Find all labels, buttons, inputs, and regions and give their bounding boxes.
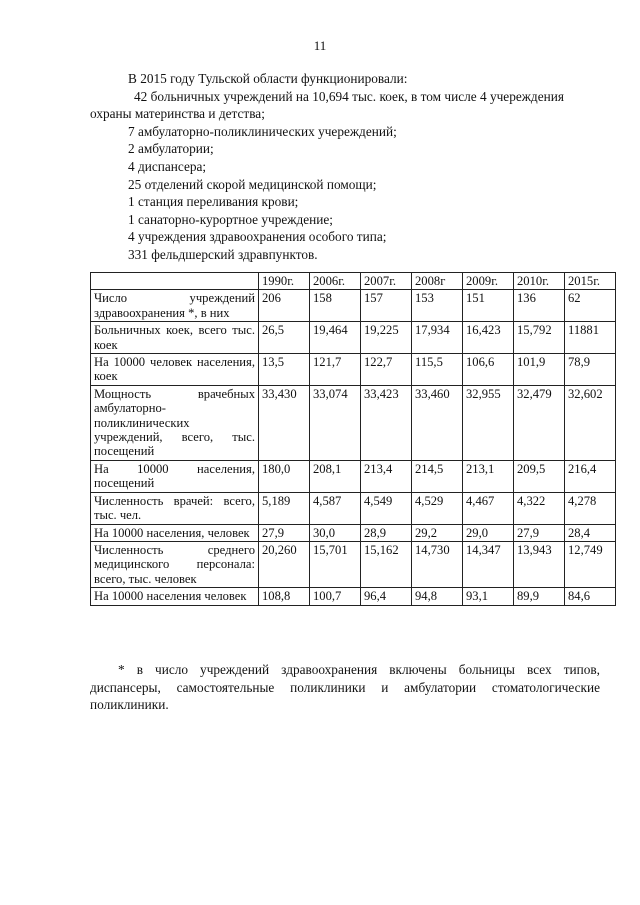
table-cell: 158 (310, 290, 361, 322)
healthcare-statistics-table (90, 272, 616, 606)
table-row (91, 290, 616, 322)
table-cell: 216,4 (565, 460, 616, 492)
table-cell: 136 (514, 290, 565, 322)
table-cell: 108,8 (259, 588, 310, 605)
table-cell: 4,278 (565, 492, 616, 524)
table-cell: 5,189 (259, 492, 310, 524)
year-header: 2010г. (514, 273, 565, 290)
intro-line: 42 больничных учреждений на 10,694 тыс. коек, в том числе 4 учереждения (134, 88, 564, 104)
table-cell: 15,792 (514, 322, 565, 354)
table-cell: 4,549 (361, 492, 412, 524)
row-label: Численность врачей: всего, тыс. чел. (91, 492, 259, 524)
year-header: 2009г. (463, 273, 514, 290)
table-cell: 33,430 (259, 385, 310, 460)
year-header: 2006г. (310, 273, 361, 290)
table-cell: 89,9 (514, 588, 565, 605)
table-cell: 93,1 (463, 588, 514, 605)
row-label: На 10000 населения человек (91, 588, 259, 605)
intro-heading: В 2015 году Тульской области функционировали: (128, 71, 408, 86)
intro-line: 7 амбулаторно-поликлинических учереждений; (128, 123, 397, 139)
table-cell: 13,943 (514, 541, 565, 587)
table-cell: 115,5 (412, 354, 463, 386)
table-cell: 84,6 (565, 588, 616, 605)
table-cell: 32,955 (463, 385, 514, 460)
intro-line: охраны материнства и детства; (90, 106, 265, 122)
table-cell: 151 (463, 290, 514, 322)
table-cell: 106,6 (463, 354, 514, 386)
table-cell: 28,4 (565, 524, 616, 541)
table-cell: 13,5 (259, 354, 310, 386)
table-cell: 20,260 (259, 541, 310, 587)
table-cell: 96,4 (361, 588, 412, 605)
table-cell: 4,529 (412, 492, 463, 524)
intro-line: 1 санаторно-курортное учреждение; (128, 211, 333, 227)
intro-line: 4 диспансера; (128, 158, 207, 174)
year-header: 2015г. (565, 273, 616, 290)
year-header: 2008г (412, 273, 463, 290)
table-cell: 32,602 (565, 385, 616, 460)
table-cell: 213,4 (361, 460, 412, 492)
table-cell: 19,464 (310, 322, 361, 354)
table-cell: 30,0 (310, 524, 361, 541)
table-cell: 208,1 (310, 460, 361, 492)
table-cell: 122,7 (361, 354, 412, 386)
table-cell: 180,0 (259, 460, 310, 492)
table-cell: 101,9 (514, 354, 565, 386)
table-row (91, 354, 616, 386)
table-cell: 29,2 (412, 524, 463, 541)
table-row (91, 492, 616, 524)
table-cell: 33,460 (412, 385, 463, 460)
table-row (91, 524, 616, 541)
intro-line: 331 фельдшерский здравпунктов. (128, 246, 318, 262)
table-cell: 32,479 (514, 385, 565, 460)
table-cell: 121,7 (310, 354, 361, 386)
table-cell: 11881 (565, 322, 616, 354)
year-header: 1990г. (259, 273, 310, 290)
table-cell: 94,8 (412, 588, 463, 605)
table-cell: 4,587 (310, 492, 361, 524)
table-cell: 26,5 (259, 322, 310, 354)
table-cell: 16,423 (463, 322, 514, 354)
table-cell: 17,934 (412, 322, 463, 354)
table-cell: 4,467 (463, 492, 514, 524)
table-cell: 14,730 (412, 541, 463, 587)
table-cell: 29,0 (463, 524, 514, 541)
row-label: На 10000 человек населения, коек (91, 354, 259, 386)
intro-line: 25 отделений скорой медицинской помощи; (128, 176, 377, 192)
table-cell: 100,7 (310, 588, 361, 605)
table-header-row (91, 273, 616, 290)
row-label: На 10000 населения, посещений (91, 460, 259, 492)
table-row (91, 588, 616, 605)
table-row (91, 322, 616, 354)
table-cell: 62 (565, 290, 616, 322)
footnote: * в число учреждений здравоохранения включены больницы всех типов, диспансеры, самостоятельные поликлиники и амбулатории стоматологические поликлиники. (90, 662, 600, 713)
row-label: Мощность врачебных амбулаторно-поликлинических учреждений, всего, тыс. посещений (91, 385, 259, 460)
intro-line: 2 амбулатории; (128, 141, 214, 157)
table-cell: 153 (412, 290, 463, 322)
year-header: 2007г. (361, 273, 412, 290)
table-cell: 14,347 (463, 541, 514, 587)
table-cell: 78,9 (565, 354, 616, 386)
row-label: Число учреждений здравоохранения *, в них (91, 290, 259, 322)
table-cell: 15,162 (361, 541, 412, 587)
table-cell: 214,5 (412, 460, 463, 492)
table-cell: 33,423 (361, 385, 412, 460)
table-cell: 206 (259, 290, 310, 322)
table-cell: 27,9 (259, 524, 310, 541)
table-cell: 4,322 (514, 492, 565, 524)
table-cell: 209,5 (514, 460, 565, 492)
row-label: На 10000 населения, человек (91, 524, 259, 541)
header-cell-empty (91, 273, 259, 290)
table-cell: 12,749 (565, 541, 616, 587)
row-label: Больничных коек, всего тыс. коек (91, 322, 259, 354)
table-cell: 15,701 (310, 541, 361, 587)
intro-line: 4 учреждения здравоохранения особого типа; (128, 229, 387, 245)
table-row (91, 541, 616, 587)
intro-line: 1 станция переливания крови; (128, 194, 299, 210)
table-cell: 157 (361, 290, 412, 322)
table-cell: 33,074 (310, 385, 361, 460)
table-cell: 19,225 (361, 322, 412, 354)
table-cell: 27,9 (514, 524, 565, 541)
intro-text (90, 70, 605, 264)
table-cell: 213,1 (463, 460, 514, 492)
table-row (91, 385, 616, 460)
page-number: 11 (313, 38, 327, 53)
table-row (91, 460, 616, 492)
row-label: Численность среднего медицинского персонала: всего, тыс. человек (91, 541, 259, 587)
table-cell: 28,9 (361, 524, 412, 541)
